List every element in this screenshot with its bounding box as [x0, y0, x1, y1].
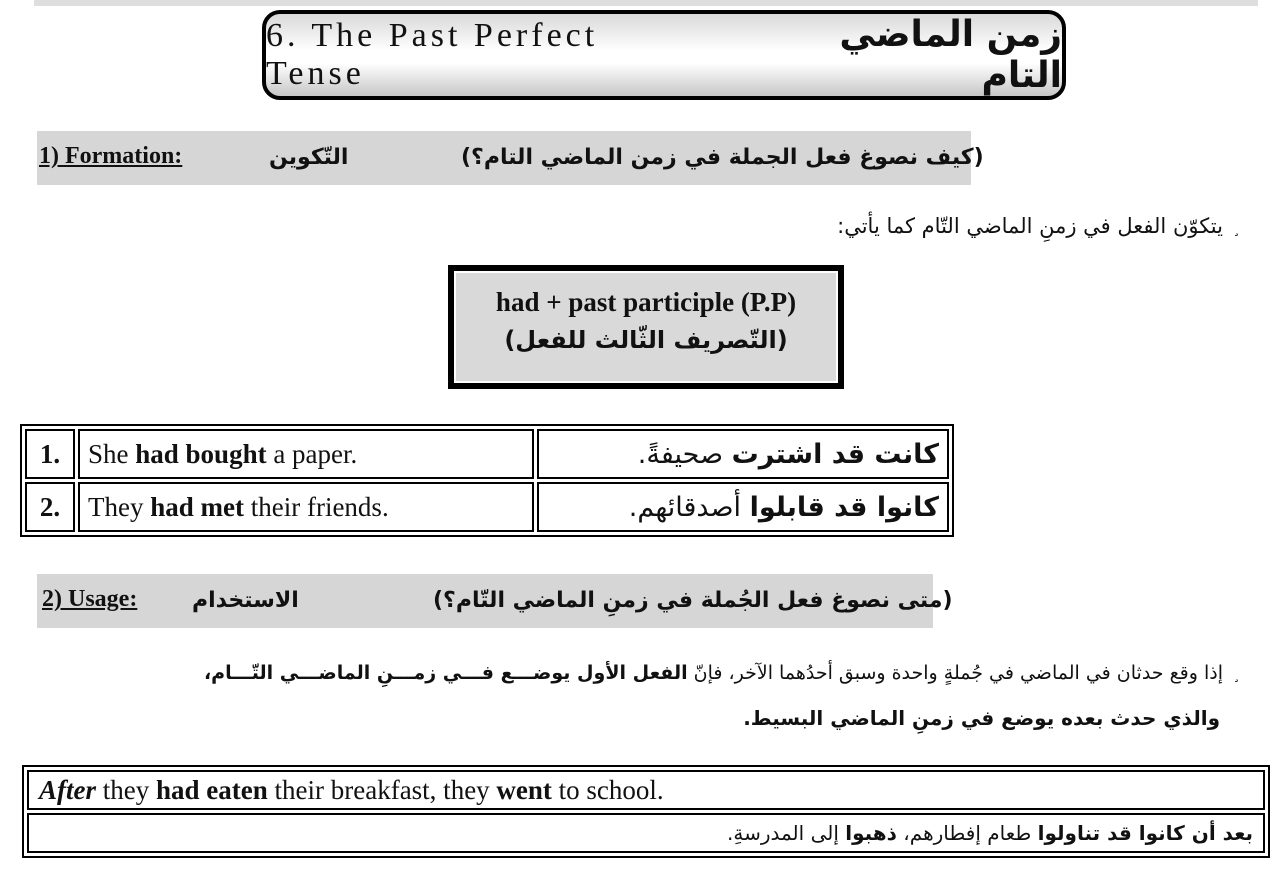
example-arabic: كانت قد اشترت صحيفةً. — [537, 429, 949, 479]
formula-arabic: (التّصريف الثّالث للفعل) — [504, 326, 788, 354]
usage-rule-line2: والذي حدث بعده يوضع في زمنِ الماضي البسيط. — [743, 706, 1220, 730]
formation-intro: ¸يتكوّن الفعل في زمنِ الماضي التّام كما يأتي: — [837, 214, 1240, 238]
section-usage-bar — [37, 574, 953, 628]
table-row — [25, 482, 949, 532]
usage-example-english: After they had eaten their breakfast, they went to school. — [27, 770, 1265, 810]
section-formation-bar — [37, 131, 984, 185]
example-number: 1. — [25, 429, 75, 479]
title-banner — [262, 10, 1066, 100]
usage-rule-line1: ¸إذا وقع حدثان في الماضي في جُملةٍ واحدة وسبق أحدُهما الآخر، فإنّ الفعل الأول يوضـــع فـــي زمـــنِ الماضـــي التّـــام، — [203, 662, 1240, 684]
table-row — [27, 813, 1265, 853]
formula-english: had + past participle (P.P) — [495, 287, 797, 317]
section-formation-label: 1) Formation: — [39, 143, 183, 169]
usage-example-arabic: بعد أن كانوا قد تناولوا طعام إفطارهم، ذهبوا إلى المدرسةِ. — [27, 813, 1265, 853]
section-formation-label-arabic: التّكوين — [269, 145, 349, 170]
top-rule — [34, 0, 1258, 6]
formula-box — [448, 265, 844, 389]
section-formation-question: (كيف نصوغ فعل الجملة في زمن الماضي التام؟) — [461, 145, 984, 170]
example-arabic: كانوا قد قابلوا أصدقائهم. — [537, 482, 949, 532]
example-number: 2. — [25, 482, 75, 532]
section-usage-label: 2) Usage: — [42, 586, 138, 612]
title-arabic: زمن الماضي التام — [839, 14, 1062, 96]
title-english: 6. The Past Perfect Tense — [266, 17, 599, 92]
table-row — [25, 429, 949, 479]
bullet-icon: ¸ — [1233, 667, 1240, 683]
section-usage-label-arabic: الاستخدام — [192, 588, 299, 613]
example-english: She had bought a paper. — [78, 429, 534, 479]
usage-example-table — [22, 765, 1270, 858]
bullet-icon: ¸ — [1233, 221, 1240, 237]
example-english: They had met their friends. — [78, 482, 534, 532]
table-row — [27, 770, 1265, 810]
examples-table — [20, 424, 954, 537]
section-usage-question: (متى نصوغ فعل الجُملة في زمنِ الماضي التّام؟) — [433, 588, 953, 613]
